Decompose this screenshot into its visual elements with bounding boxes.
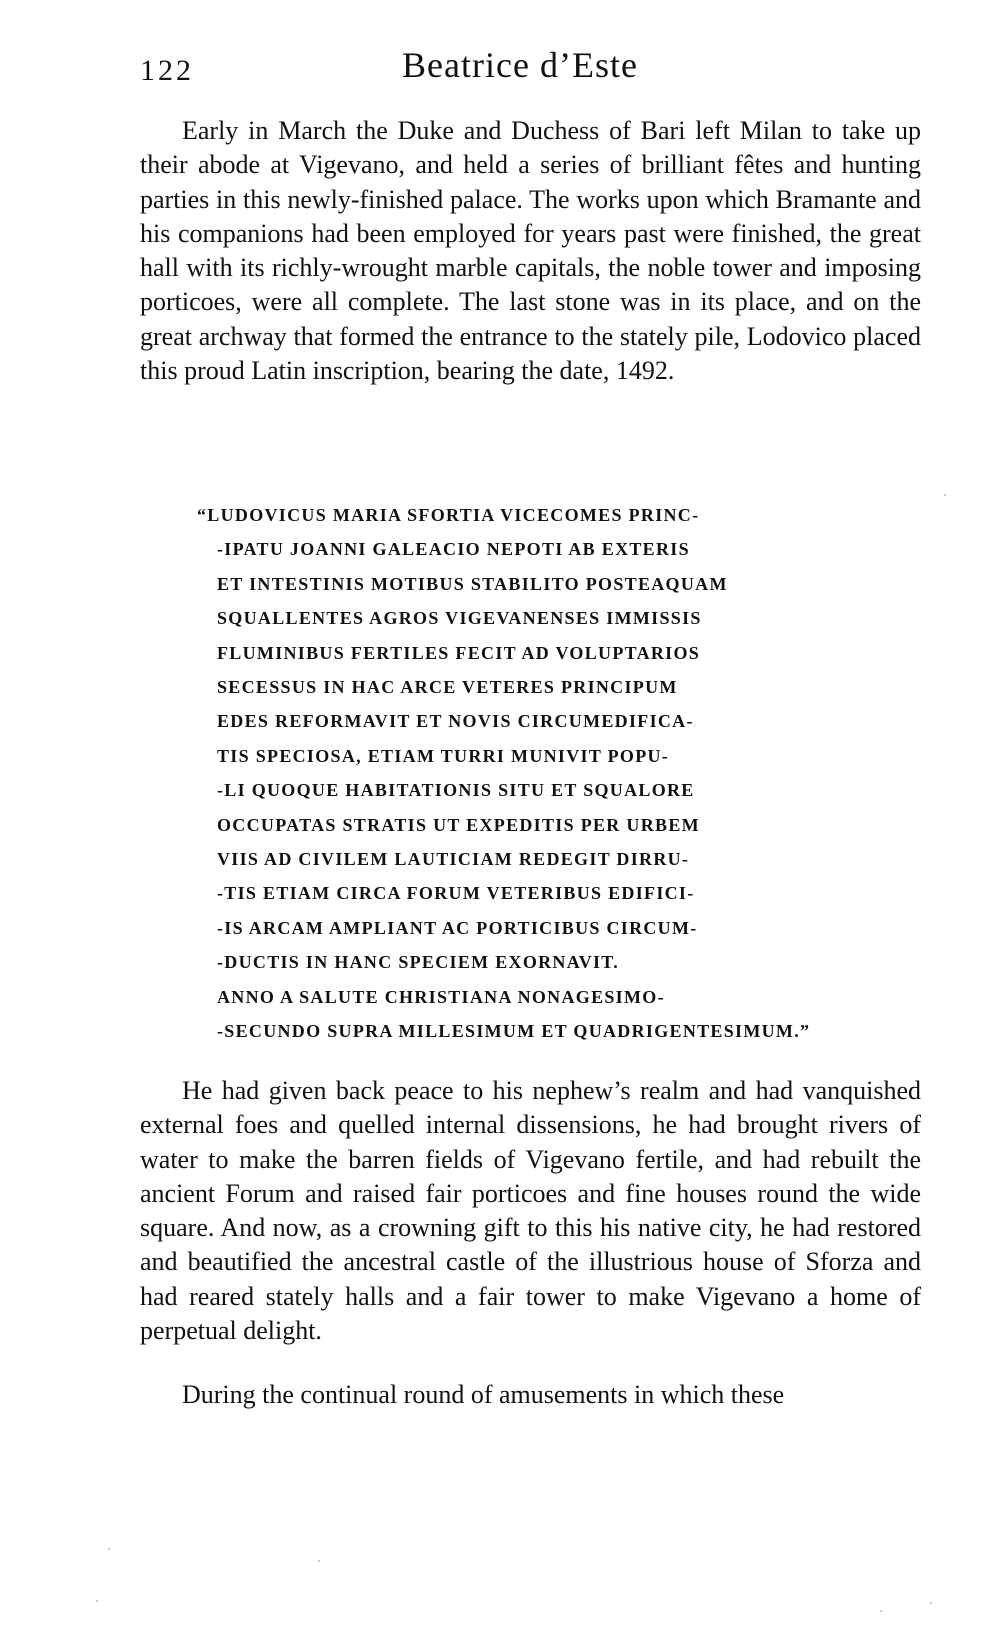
inscription-line: SECESSUS IN HAC ARCE VETERES PRINCIPUM: [217, 677, 678, 698]
inscription-line: EDES REFORMAVIT ET NOVIS CIRCUMEDIFICA-: [217, 711, 694, 732]
scan-speck: [108, 1548, 110, 1550]
inscription-line: -DUCTIS IN HANC SPECIEM EXORNAVIT.: [217, 952, 620, 973]
inscription-line: ET INTESTINIS MOTIBUS STABILITO POSTEAQUAM: [217, 573, 728, 594]
latin-inscription: [197, 498, 917, 1049]
paragraph-1-block: [140, 114, 921, 388]
inscription-line: -LI QUOQUE HABITATIONIS SITU ET SQUALORE: [217, 780, 695, 801]
scan-speck: [96, 1600, 98, 1602]
scan-speck: [880, 1610, 882, 1612]
inscription-line: ANNO A SALUTE CHRISTIANA NONAGESIMO-: [217, 986, 665, 1007]
inscription-line: -TIS ETIAM CIRCA FORUM VETERIBUS EDIFICI-: [217, 883, 695, 904]
page-number: 122: [140, 54, 194, 87]
paragraph-3: During the continual round of amusements in which these: [182, 1380, 785, 1409]
inscription-line: OCCUPATAS STRATIS UT EXPEDITIS PER URBEM: [217, 814, 700, 835]
scan-speck: [930, 1602, 932, 1604]
scan-speck: [944, 494, 946, 496]
paragraph-2: He had given back peace to his nephew’s realm and had vanquished external foes and quelled internal dissensions, he had brought rivers of water to make the barren fields of Vigevano fertile, and had rebuilt the ancient Forum and raised fair porticoes and fine houses round the wide square. And now, as a crowning gift to this his native city, he had restored and beautified the ancestral castle of the illustrious house of Sforza and had reared stately halls and a fair tower to make Vigevano a home of perpetual delight.: [140, 1076, 921, 1346]
inscription-line: SQUALLENTES AGROS VIGEVANENSES IMMISSIS: [217, 608, 702, 629]
page-header: [0, 44, 1000, 94]
inscription-line: TIS SPECIOSA, ETIAM TURRI MUNIVIT POPU-: [217, 745, 670, 766]
inscription-line: -IPATU JOANNI GALEACIO NEPOTI AB EXTERIS: [217, 539, 690, 560]
inscription-line: -SECUNDO SUPRA MILLESIMUM ET QUADRIGENTESIMUM.”: [217, 1021, 811, 1042]
inscription-line: VIIS AD CIVILEM LAUTICIAM REDEGIT DIRRU-: [217, 849, 690, 870]
inscription-line: “LUDOVICUS MARIA SFORTIA VICECOMES PRINC-: [197, 505, 700, 525]
paragraph-3-block: [140, 1378, 921, 1412]
running-title: Beatrice d’Este: [402, 45, 638, 85]
paragraph-2-block: [140, 1074, 921, 1348]
inscription-line: FLUMINIBUS FERTILES FECIT AD VOLUPTARIOS: [217, 642, 701, 663]
paragraph-1: Early in March the Duke and Duchess of Bari left Milan to take up their abode at Vigevano, and held a series of brilliant fêtes and hunting parties in this newly-finished palace. The works upon which Bramante and his companions had been employed for years past were finished, the great hall with its richly-wrought marble capitals, the noble tower and imposing porticoes, were all complete. The last stone was in its place, and on the great archway that formed the entrance to the stately pile, Lodovico placed this proud Latin inscription, bearing the date, 1492.: [140, 116, 921, 386]
inscription-line: -IS ARCAM AMPLIANT AC PORTICIBUS CIRCUM-: [217, 917, 698, 938]
scan-speck: [318, 1560, 320, 1562]
